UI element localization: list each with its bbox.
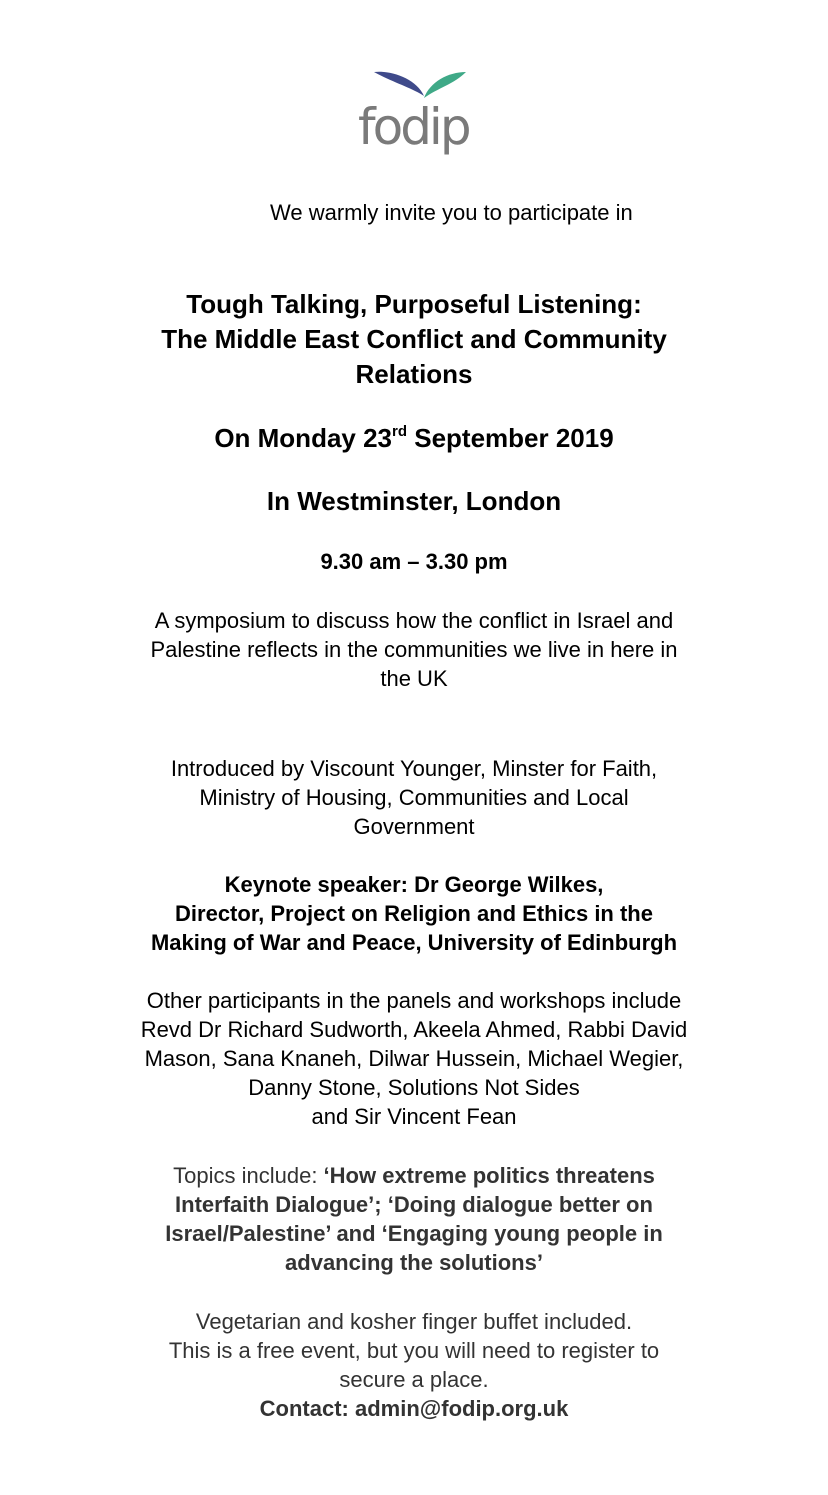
- participants-line: and Sir Vincent Fean: [311, 1104, 517, 1129]
- fodip-logo-graphic: [356, 68, 476, 168]
- closing-info: [64, 1307, 764, 1423]
- closing-line: Vegetarian and kosher finger buffet included.: [195, 1309, 633, 1334]
- participants-line: Other participants in the panels and workshops include: [146, 988, 682, 1013]
- closing-line: secure a place.: [339, 1367, 489, 1392]
- logo-wordmark: fodip: [358, 98, 469, 156]
- closing-line: This is a free event, but you will need to register to: [168, 1338, 660, 1363]
- topic-text: advancing the solutions’: [285, 1250, 543, 1275]
- date-ordinal-suffix: rd: [392, 423, 408, 440]
- event-title: [64, 287, 764, 392]
- contact-email: Contact: admin@fodip.org.uk: [259, 1396, 569, 1421]
- description-line: the UK: [380, 666, 448, 691]
- fodip-logo: [356, 68, 476, 168]
- intro-line: Government: [353, 814, 475, 839]
- keynote-line: Making of War and Peace, University of Edinburgh: [150, 930, 678, 955]
- topic-text: Israel/Palestine’ and ‘Engaging young people in: [165, 1221, 663, 1246]
- date-prefix: On Monday 23: [214, 423, 393, 453]
- invite-line: We warmly invite you to participate in: [270, 200, 633, 225]
- logo-leaf-right-icon: [424, 72, 466, 98]
- date-rest: September 2019: [407, 423, 614, 453]
- event-description: [64, 606, 764, 693]
- title-line: The Middle East Conflict and Community: [161, 324, 667, 354]
- topics: [64, 1161, 764, 1277]
- title-line: Tough Talking, Purposeful Listening:: [186, 289, 642, 319]
- topics-line: [64, 1161, 764, 1190]
- participants-line: Danny Stone, Solutions Not Sides: [248, 1075, 580, 1100]
- event-time: 9.30 am – 3.30 pm: [320, 549, 508, 574]
- intro-line: Ministry of Housing, Communities and Local: [199, 785, 629, 810]
- description-line: A symposium to discuss how the conflict in Israel and: [154, 608, 674, 633]
- keynote-line: Director, Project on Religion and Ethics in the: [175, 901, 653, 926]
- logo-leaf-left-icon: [374, 72, 424, 96]
- topic-text: ‘How extreme politics threatens: [323, 1163, 655, 1188]
- title-line: Relations: [355, 359, 473, 389]
- topic-text: Interfaith Dialogue’; ‘Doing dialogue better on: [175, 1192, 653, 1217]
- participants-line: Mason, Sana Knaneh, Dilwar Hussein, Michael Wegier,: [144, 1046, 684, 1071]
- participants-line: Revd Dr Richard Sudworth, Akeela Ahmed, Rabbi David: [140, 1017, 688, 1042]
- topics-lead: Topics include:: [173, 1163, 324, 1188]
- introduction: [64, 754, 764, 841]
- description-line: Palestine reflects in the communities we live in here in: [150, 637, 678, 662]
- intro-line: Introduced by Viscount Younger, Minster for Faith,: [170, 756, 658, 781]
- keynote-speaker: [64, 870, 764, 957]
- event-date: [64, 422, 764, 454]
- participants: [64, 986, 764, 1131]
- keynote-line: Keynote speaker: Dr George Wilkes,: [224, 872, 604, 897]
- event-location: In Westminster, London: [266, 486, 562, 516]
